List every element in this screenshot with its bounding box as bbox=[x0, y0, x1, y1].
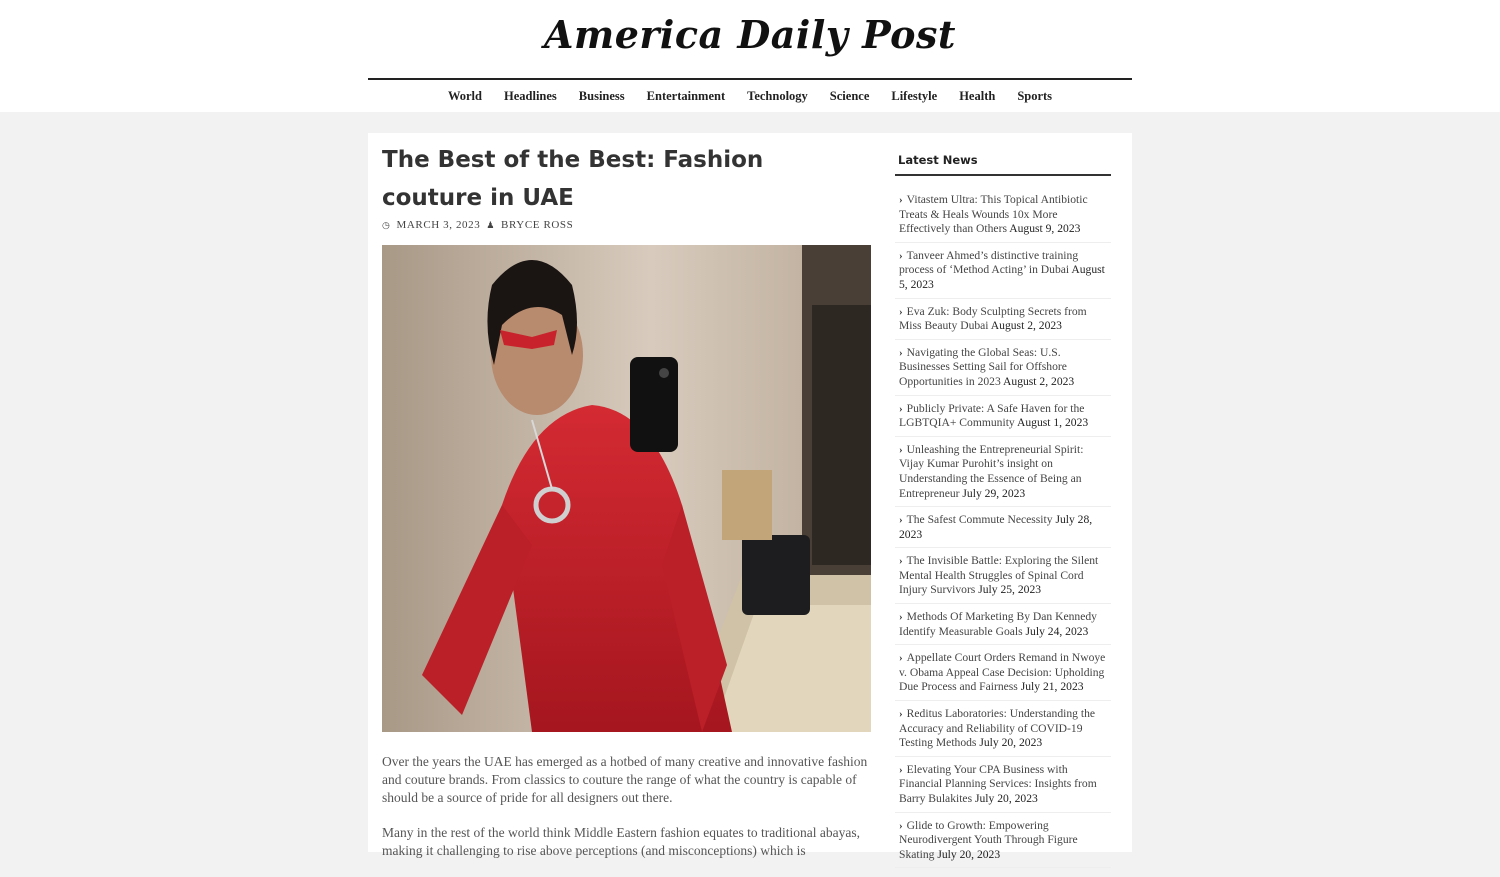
news-item-date: August 1, 2023 bbox=[1016, 416, 1089, 430]
news-item-date: July 21, 2023 bbox=[1020, 680, 1084, 694]
chevron-right-icon: › bbox=[899, 652, 903, 665]
news-item-date: August 9, 2023 bbox=[1009, 222, 1081, 236]
article-author[interactable]: BRYCE ROSS bbox=[501, 219, 574, 231]
article-hero-image bbox=[382, 245, 871, 732]
news-item-date: July 20, 2023 bbox=[975, 792, 1038, 805]
news-item-title[interactable]: Methods Of Marketing By Dan Kennedy Identify Measurable Goals bbox=[899, 610, 1097, 638]
chevron-right-icon: › bbox=[899, 514, 903, 527]
nav-item-business[interactable]: Business bbox=[578, 88, 625, 103]
news-item[interactable] bbox=[895, 813, 1111, 869]
chevron-right-icon: › bbox=[899, 194, 903, 206]
nav-item-science[interactable]: Science bbox=[829, 88, 870, 103]
chevron-right-icon: › bbox=[899, 249, 903, 262]
news-item[interactable] bbox=[895, 437, 1111, 507]
chevron-right-icon: › bbox=[899, 708, 903, 721]
news-item-title[interactable]: The Invisible Battle: Exploring the Silent Mental Health Struggles of Spinal Cord Injury Survivors bbox=[899, 554, 1099, 597]
news-item-date: July 20, 2023 bbox=[937, 847, 1001, 861]
nav-item-entertainment[interactable]: Entertainment bbox=[646, 88, 726, 103]
article bbox=[382, 133, 871, 858]
news-item-title[interactable]: Publicly Private: A Safe Haven for the LGBTQIA+ Community bbox=[899, 401, 1085, 430]
nav-item-technology[interactable]: Technology bbox=[747, 88, 808, 103]
nav-item-world[interactable]: World bbox=[447, 88, 482, 103]
main-nav bbox=[368, 80, 1132, 112]
news-item[interactable] bbox=[895, 701, 1111, 757]
chevron-right-icon: › bbox=[899, 346, 903, 359]
news-item-title[interactable]: Tanveer Ahmed’s distinctive training process of ‘Method Acting’ in Dubai bbox=[899, 248, 1079, 277]
user-icon: ♟ bbox=[486, 219, 496, 230]
latest-news-list bbox=[895, 187, 1111, 868]
news-item-date: August 2, 2023 bbox=[990, 319, 1062, 333]
news-item[interactable] bbox=[895, 396, 1111, 437]
news-item-date: August 2, 2023 bbox=[1003, 374, 1075, 388]
article-body bbox=[382, 753, 871, 877]
news-item-title[interactable]: Glide to Growth: Empowering Neurodivergent Youth Through Figure Skating bbox=[899, 818, 1078, 861]
news-item[interactable] bbox=[895, 299, 1111, 340]
chevron-right-icon: › bbox=[899, 763, 903, 776]
content-area bbox=[368, 133, 1132, 861]
news-item-date: July 24, 2023 bbox=[1025, 624, 1089, 638]
news-item-title[interactable]: Reditus Laboratories: Understanding the Accuracy and Reliability of COVID-19 Testing Methods bbox=[899, 707, 1096, 750]
chevron-right-icon: › bbox=[899, 555, 903, 568]
chevron-right-icon: › bbox=[899, 819, 903, 832]
news-item[interactable] bbox=[895, 340, 1111, 396]
article-meta bbox=[382, 219, 871, 231]
chevron-right-icon: › bbox=[899, 402, 903, 415]
news-item-title[interactable]: Elevating Your CPA Business with Financial Planning Services: Insights from Barry Bulakites bbox=[899, 762, 1097, 805]
article-paragraph: Over the years the UAE has emerged as a hotbed of many creative and innovative fashion and couture brands. From classics to couture the range of what the country is capable of should be a source of pride for all designers out there. bbox=[382, 754, 868, 805]
chevron-right-icon: › bbox=[899, 305, 903, 318]
nav-item-headlines[interactable]: Headlines bbox=[504, 88, 557, 103]
nav-item-health[interactable]: Health bbox=[959, 88, 996, 103]
news-item[interactable] bbox=[895, 645, 1111, 701]
news-item-date: July 29, 2023 bbox=[962, 486, 1026, 500]
site-logo[interactable]: America Daily Post bbox=[544, 12, 956, 57]
article-date[interactable]: MARCH 3, 2023 bbox=[396, 219, 481, 231]
news-item-title[interactable]: Vitastem Ultra: This Topical Antibiotic Treats & Heals Wounds 10x More Effectively than Others bbox=[899, 193, 1088, 236]
news-item[interactable] bbox=[895, 548, 1111, 604]
sidebar bbox=[895, 133, 1111, 868]
news-item[interactable] bbox=[895, 507, 1111, 548]
news-item-date: July 20, 2023 bbox=[979, 736, 1043, 750]
news-item[interactable] bbox=[895, 187, 1111, 243]
article-paragraph: Many in the rest of the world think Middle Eastern fashion equates to traditional abayas, making it challenging to rise above perceptions (and misconceptions) which is bbox=[382, 825, 861, 858]
news-item-title[interactable]: Eva Zuk: Body Sculpting Secrets from Miss Beauty Dubai bbox=[899, 304, 1087, 333]
chevron-right-icon: › bbox=[899, 611, 903, 624]
news-item-title[interactable]: Appellate Court Orders Remand in Nwoye v. Obama Appeal Case Decision: Upholding Due Process and Fairness bbox=[899, 651, 1106, 694]
news-item[interactable] bbox=[895, 243, 1111, 299]
news-item-title[interactable]: Unleashing the Entrepreneurial Spirit: Vijay Kumar Purohit’s insight on Understanding the Essence of Being an Entrepreneur bbox=[899, 442, 1084, 500]
news-item-title[interactable]: Navigating the Global Seas: U.S. Businesses Setting Sail for Offshore Opportunities in 2023 bbox=[899, 345, 1067, 388]
latest-news-title: Latest News bbox=[895, 153, 1111, 176]
news-item[interactable] bbox=[895, 757, 1111, 813]
news-item[interactable] bbox=[895, 604, 1111, 645]
news-item-date: August 5, 2023 bbox=[899, 263, 1105, 291]
chevron-right-icon: › bbox=[899, 443, 903, 456]
nav-item-lifestyle[interactable]: Lifestyle bbox=[891, 88, 938, 103]
nav-item-sports[interactable]: Sports bbox=[1017, 88, 1053, 103]
article-title: The Best of the Best: Fashion couture in UAE bbox=[382, 147, 764, 211]
news-item-date: July 28, 2023 bbox=[899, 513, 1093, 541]
news-item-date: July 25, 2023 bbox=[978, 583, 1042, 597]
news-item-title[interactable]: The Safest Commute Necessity bbox=[906, 513, 1053, 527]
site-header bbox=[0, 0, 1500, 112]
photo-icon bbox=[382, 245, 871, 732]
clock-icon: ◷ bbox=[382, 219, 391, 230]
masthead bbox=[368, 0, 1132, 80]
